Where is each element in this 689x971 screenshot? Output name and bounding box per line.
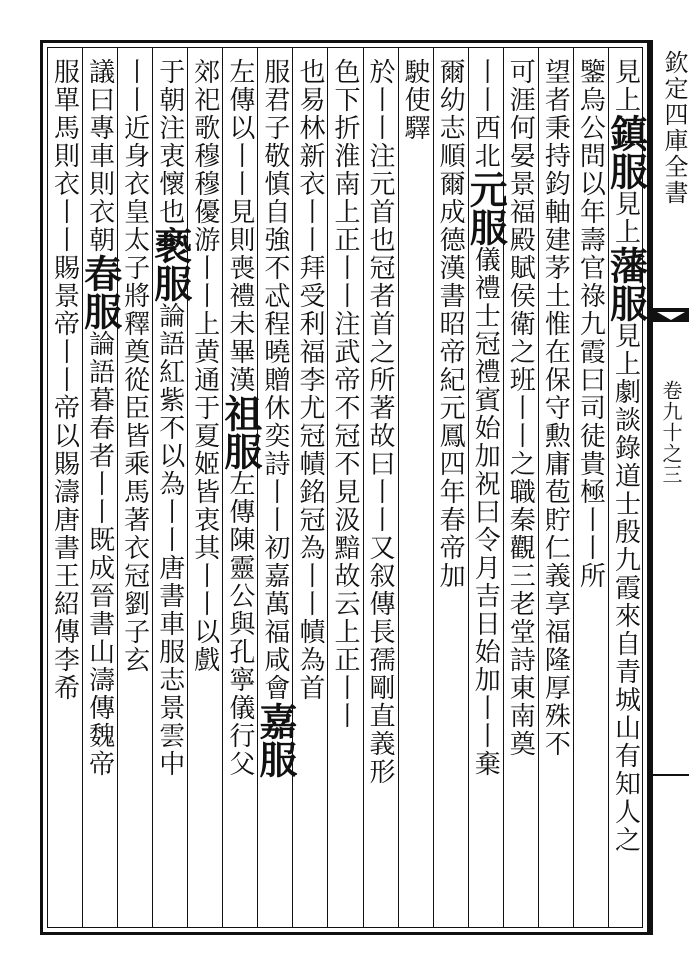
headword: 藩服 [603,246,649,322]
text-run: 鑒烏公問以年壽官祿九霞曰司徒貴極丨丨所 [575,58,606,590]
text-run: 見上 [610,190,641,246]
text-run: 郊祀歌穆穆優游丨丨上黄 [189,58,220,366]
text-run: 論語暮春者丨丨既成晉書山濤傳魏帝 [84,330,115,778]
headword: 元服 [463,170,509,246]
headword: 嘉服 [252,702,298,778]
text-run: 左傳陳靈公與孔寧儀行父 [224,470,255,778]
text-run: 服君子敬慎自強不忒程曉贈休奕詩丨丨初嘉萬福咸會 [259,58,290,702]
spine-volume: 卷九十之三 [659,380,683,485]
text-run: 也易林新衣丨丨拜受利福李尤冠幘銘冠為丨丨幘為首 [294,58,325,702]
text-run: 駛使驛 [400,58,431,142]
fish-tail-mark-icon [653,300,689,330]
text-run: 賜景帝丨丨帝以賜濤唐書王紹傳李希 [49,254,80,702]
text-run: 儀禮士冠禮賓始加祝曰令月吉日始加丨丨棄 [470,246,501,778]
text-run: 色下折淮南上正丨丨注武帝不冠不見汲黯故云上正丨丨 [330,58,360,730]
text-run: 可涯何晏景福殿賦侯衛之班丨丨之職秦觀三老堂詩東南奠 [505,58,536,758]
text-run: 見上劇談錄道士殷九霞來自青城山有知人之 [610,322,641,854]
text-run: 于朝注衷懷也 [154,58,185,226]
fish-tail-bottom-icon [653,760,689,790]
column-text [42,58,88,702]
headword: 鎮服 [603,114,649,190]
headword: 褻服 [147,226,193,302]
text-run: 丨丨近身衣 [119,58,150,198]
headword: 祖服 [217,394,263,470]
text-column [42,58,88,918]
spine-title: 欽定四庫全書 [660,50,688,206]
text-run: 論語紅紫不以為丨丨唐書車服志景雲中 [154,302,185,778]
headword: 春服 [77,254,123,330]
text-run: 丨丨西北 [470,58,501,170]
text-run: 望者秉持鈞軸建茅土惟在保守勲庸苞貯仁義享福隆厚殊不 [540,58,571,758]
text-run: 爾幼志順爾成德漢書昭帝紀元鳳四年春帝加 [435,58,466,590]
text-run: 服單馬則衣丨丨 [49,58,80,254]
text-run: 皇太子將釋奠從臣皆乘馬著衣冠劉子玄 [119,198,150,674]
text-run: 上 [610,86,641,114]
text-run: 見 [610,58,641,86]
text-run: 通于夏姬皆衷其丨丨以戲 [189,366,220,674]
spine-border [650,40,653,935]
text-run: 議曰專車則衣朝 [84,58,115,254]
text-run: 於丨丨注元首也冠者首之所著故曰丨丨又叙傳長孺剛直義形 [365,58,396,786]
text-run: 左傳以丨丨見則喪禮未畢漢 [224,58,255,394]
